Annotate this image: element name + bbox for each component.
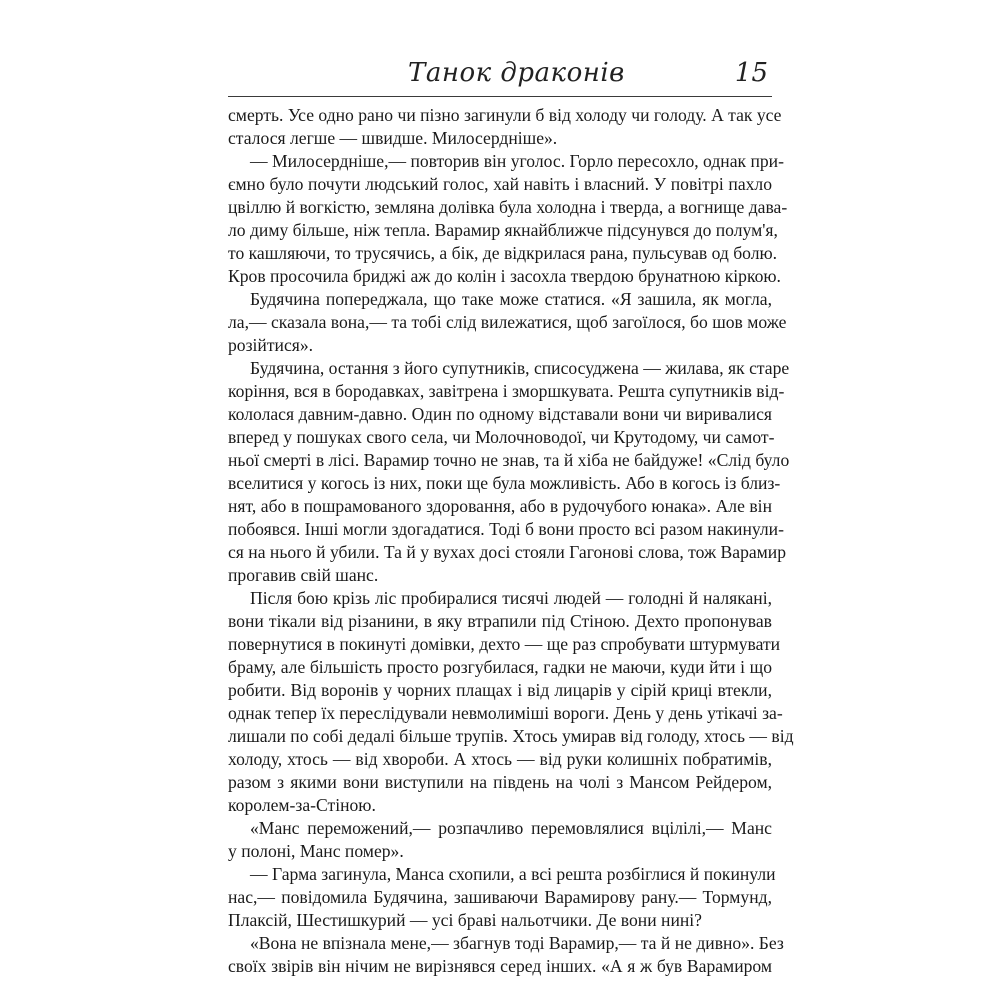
running-header bbox=[228, 58, 772, 98]
text-line: — Гарма загинула, Манса схопили, а всі решта розбіглися й покинули bbox=[250, 864, 776, 884]
text-line: побоявся. Інші могли здогадатися. Тоді б вони просто всі разом накинули- bbox=[228, 519, 784, 539]
text-line: кололася давним-давно. Один по одному відставали вони чи виривалися bbox=[228, 404, 772, 424]
text-line: «Манс переможений,— розпачливо перемовлялися вцілілі,— Манс bbox=[250, 818, 772, 838]
text-line: смерть. Усе одно рано чи пізно загинули б від холоду чи голоду. А так усе bbox=[228, 105, 782, 125]
text-line: своїх звірів він нічим не вирізнявся серед інших. «А я ж був Варамиром bbox=[228, 956, 772, 976]
text-line: однак тепер їх переслідували невмолиміші вороги. День у день утікачі за- bbox=[228, 703, 783, 723]
text-line: повернутися в покинуті домівки, дехто — ще раз спробувати штурмувати bbox=[228, 634, 781, 654]
text-line: ся на нього й убили. Та й у вухах досі стояли Гагонові слова, тож Варамир bbox=[228, 542, 787, 562]
text-line: Кров просочила бриджі аж до колін і засохла твердою брунатною кіркою. bbox=[228, 266, 781, 286]
text-line: вперед у пошуках свого села, чи Молочноводої, чи Крутодому, чи самот- bbox=[228, 427, 775, 447]
text-line: сталося легше — швидше. Милосердніше». bbox=[228, 128, 558, 148]
text-line: холоду, хтось — від хвороби. А хтось — від руки колишніх побратимів, bbox=[228, 749, 772, 769]
text-line: «Вона не впізнала мене,— збагнув тоді Варамир,— та й не дивно». Без bbox=[250, 933, 784, 953]
text-line: браму, але більшість просто розгубилася, гадки не маючи, куди йти і що bbox=[228, 657, 772, 677]
text-line: розійтися». bbox=[228, 335, 314, 355]
text-line: Будячина, остання з його супутників, списосуджена — жилава, як старе bbox=[250, 358, 790, 378]
text-line: у полоні, Манс помер». bbox=[228, 841, 404, 861]
text-line: коріння, вся в бородавках, завітрена і зморшкувата. Решта супутників від- bbox=[228, 381, 785, 401]
text-line: Після бою крізь ліс пробиралися тисячі людей — голодні й налякані, bbox=[250, 588, 772, 608]
text-line: ємно було почути людський голос, хай навіть і власний. У повітрі пахло bbox=[228, 174, 772, 194]
text-line: нят, або в пошрамованого здоровання, або в рудочубого юнака». Але він bbox=[228, 496, 772, 516]
text-line: ньої смерті в лісі. Варамир точно не знав, та й хіба не байдуже! «Слід було bbox=[228, 450, 790, 470]
header-rule bbox=[228, 96, 772, 97]
text-line: разом з якими вони виступили на південь на чолі з Мансом Рейдером, bbox=[228, 772, 772, 792]
text-line: ло диму більше, ніж тепла. Варамир якнайближче підсунувся до полум'я, bbox=[228, 220, 778, 240]
body-text bbox=[228, 104, 794, 978]
text-line: — Милосердніше,— повторив він уголос. Горло пересохло, однак при- bbox=[250, 151, 784, 171]
text-line: прогавив свій шанс. bbox=[228, 565, 379, 585]
text-line: Плаксій, Шестишкурий — усі браві нальотчики. Де вони нині? bbox=[228, 910, 702, 930]
text-line: Будячина попереджала, що таке може статися. «Я зашила, як могла, bbox=[250, 289, 772, 309]
text-line: вселитися у когось із них, поки ще була можливість. Або в когось із близ- bbox=[228, 473, 781, 493]
text-line: цвіллю й вогкістю, земляна долівка була холодна і тверда, а вогнище дава- bbox=[228, 197, 788, 217]
text-line: вони тікали від різанини, в яку втрапили під Стіною. Дехто пропонував bbox=[228, 611, 772, 631]
text-line: ла,— сказала вона,— та тобі слід вилежатися, щоб загоїлося, бо шов може bbox=[228, 312, 787, 332]
text-line: лишали по собі дедалі більше трупів. Хтось умирав від голоду, хтось — від bbox=[228, 726, 794, 746]
book-title: Танок драконів bbox=[408, 58, 625, 88]
text-line: то кашляючи, то трусячись, а бік, де відкрилася рана, пульсував од болю. bbox=[228, 243, 778, 263]
page-number: 15 bbox=[734, 58, 768, 88]
text-line: королем-за-Стіною. bbox=[228, 795, 376, 815]
text-line: нас,— повідомила Будячина, зашиваючи Варамирову рану.— Тормунд, bbox=[228, 887, 772, 907]
text-line: робити. Від воронів у чорних плащах і від лицарів у сірій криці втекли, bbox=[228, 680, 772, 700]
